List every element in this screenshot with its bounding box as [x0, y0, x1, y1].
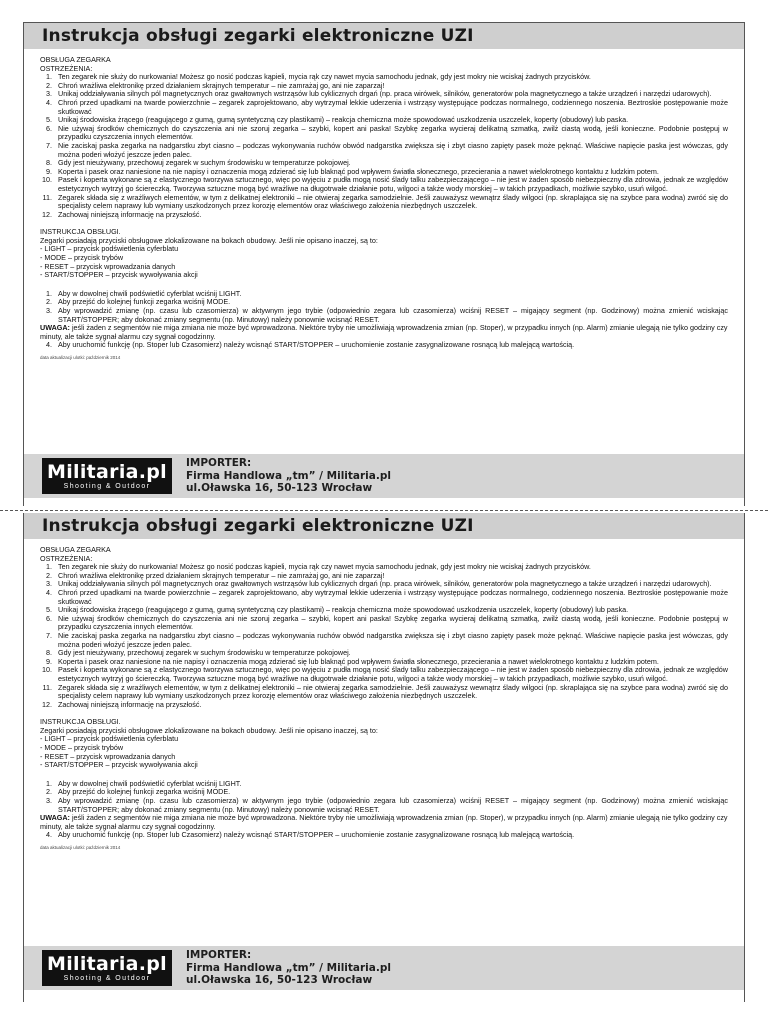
button-description: - RESET – przycisk wprowadzania danych — [40, 751, 176, 761]
instruction-sheet-bottom — [23, 513, 745, 1002]
importer-footer — [24, 946, 744, 990]
list-item: 3. Unikaj oddziaływania silnych pól magnetycznych oraz gwałtownych wstrząsów lub cyklicznych drgań (np. praca wirówek, silników, generatorów pola magnetycznego a także urządzeń i narzędzi udarowych). — [46, 89, 712, 99]
list-item: 2. Chroń wrażliwa elektronikę przed działaniem skrajnych temperatur – nie zamrażaj go, ani nie zaparzaj! — [46, 570, 385, 580]
warnings-list — [40, 73, 728, 219]
list-item: 9. Koperta i pasek oraz naniesione na nie napisy i oznaczenia mogą zdzierać się lub blaknąć pod wpływem światła słonecznego, przecierania a nawet wielokrotnego kontaktu z ludzkim potem. — [46, 656, 659, 666]
list-item: 11. Zegarek składa się z wrażliwych elementów, w tym z delikatnej elektroniki – nie otwieraj zegarka samodzielnie. Jeśli zauważysz wewnątrz ślady wilgoci (np. skraplająca się na szybce para wodna) zwróć się do specjalisty celem naprawy lub wymiany uszkodzonych przez korozję elementów oraz właściwego założenia niezbędnych uszczelek. — [42, 682, 728, 701]
warnings-heading: OSTRZEŻENIA: — [40, 553, 93, 563]
instructions-intro: Zegarki posiadają przyciski obsługowe zlokalizowane na bokach obudowy. Jeśli nie opisano inaczej, są to: — [40, 235, 378, 245]
list-item: 4. Chroń przed upadkami na twarde powierzchnie – zegarek zaprojektowano, aby wytrzymał lekkie uderzenia i wstrząsy występujące podczas normalnego, codziennego noszenia. Beztroskie postępowanie może skutkować — [46, 97, 728, 116]
importer-info: IMPORTER: Firma Handlowa „tm” / Militaria.pl ul.Oławska 16, 50-123 Wrocław — [186, 949, 391, 987]
importer-info: IMPORTER: Firma Handlowa „tm” / Militaria.pl ul.Oławska 16, 50-123 Wrocław — [186, 457, 391, 495]
list-item: 11. Zegarek składa się z wrażliwych elementów, w tym z delikatnej elektroniki – nie otwieraj zegarka samodzielnie. Jeśli zauważysz wewnątrz ślady wilgoci (np. skraplająca się na szybce para wodna) zwróć się do specjalisty celem naprawy lub wymiany uszkodzonych przez korozję elementów oraz właściwego założenia niezbędnych uszczelek. — [42, 192, 728, 211]
button-description: - START/STOPPER – przycisk wywoływania akcji — [40, 760, 198, 770]
list-item: 2. Aby przejść do kolejnej funkcji zegarka wciśnij MODE. — [46, 787, 231, 797]
list-item: 9. Koperta i pasek oraz naniesione na nie napisy i oznaczenia mogą zdzierać się lub blaknąć pod wpływem światła słonecznego, przecierania a nawet wielokrotnego kontaktu z ludzkim potem. — [46, 166, 659, 176]
instructions-heading: INSTRUKCJA OBSŁUGI. — [40, 227, 121, 237]
importer-footer — [24, 454, 744, 498]
list-item: 2. Aby przejść do kolejnej funkcji zegarka wciśnij MODE. — [46, 297, 231, 307]
list-item: 10. Pasek i koperta wykonane są z elastycznego tworzywa sztucznego, więc po wyjęciu z pudła mogą nosić ślady talku zabezpieczającego – nie jest w żaden sposób niebezpieczny dla zdrowia, jednak ze względów estetycznych wytrzyj go ściereczką. Tworzywa sztuczne mogą być wrażliwe na długotrwałe działanie potu, wilgoci a także wody morskiej – w takich przypadkach, możliwie szybko, usuń wilgoć. — [42, 175, 728, 193]
section-heading: OBSŁUGA ZEGARKA — [40, 545, 111, 554]
list-item: 7. Nie zaciskaj paska zegarka na nadgarstku zbyt ciasno – podczas wykonywania ruchów obwód nadgarstka zwiększa się i zbyt ciasno zapięty pasek może pęknąć. Właściwe napięcie paska jest wówczas, gdy można poderi włożyć jeszcze jeden palec. — [46, 630, 728, 649]
list-item: 1. Aby w dowolnej chwili podświetlić cyferblat wciśnij LIGHT. — [46, 778, 242, 788]
list-item: 2. Chroń wrażliwa elektronikę przed działaniem skrajnych temperatur – nie zamrażaj go, ani nie zaparzaj! — [46, 80, 385, 90]
instruction-content — [24, 49, 744, 363]
list-item: 1. Ten zegarek nie służy do nurkowania! Możesz go nosić podczas kąpieli, mycia rąk czy nawet mycia samochodu jednak, gdy jest mokry nie wciskaj żadnych przycisków. — [46, 72, 591, 82]
steps-list-continued — [40, 831, 728, 840]
button-description: - RESET – przycisk wprowadzania danych — [40, 261, 176, 271]
button-description: - LIGHT – przycisk podświetlenia cyferblatu — [40, 244, 179, 254]
list-item: 7. Nie zaciskaj paska zegarka na nadgarstku zbyt ciasno – podczas wykonywania ruchów obwód nadgarstka zwiększa się i zbyt ciasno zapięty pasek może pęknąć. Właściwe napięcie paska jest wówczas, gdy można poderi włożyć jeszcze jeden palec. — [46, 140, 728, 159]
list-item: 12. Zachowaj niniejszą informację na przyszłość. — [42, 209, 202, 219]
instructions-heading: INSTRUKCJA OBSŁUGI. — [40, 717, 121, 727]
warning-note: UWAGA: jeśli żaden z segmentów nie miga zmiana nie może być wprowadzona. Niektóre tryby nie umożliwiają wprowadzenia zmian (np. Stoper), w przypadku innych (np. Alarm) zmianie ulegają nie tylko godziny czy minuty, ale także sygnał alarmu czy sygnał cogodzinny. — [40, 813, 728, 831]
button-description: - LIGHT – przycisk podświetlenia cyferblatu — [40, 734, 179, 744]
instruction-content — [24, 539, 744, 853]
update-date: data aktualizacji ulotki: październik 2014 — [40, 355, 121, 360]
button-description: - MODE – przycisk trybów — [40, 743, 124, 753]
steps-list — [40, 290, 728, 324]
list-item: 8. Gdy jest nieużywany, przechowuj zegarek w suchym środowisku w temperaturze pokojowej. — [46, 158, 351, 168]
list-item: 3. Aby wprowadzić zmianę (np. czasu lub czasomierza) w aktywnym jego trybie (odpowiednio zegara lub czasomierza) wciśnij RESET – migający segment (np. Godzinowy) można zmienić wciskając START/STOPPER; aby dokonać zmiany segmentu (np. Minutowy) należy ponownie wcisnąć RESET. — [46, 306, 728, 324]
steps-list-continued — [40, 341, 728, 350]
list-item: 6. Nie używaj środków chemicznych do czyszczenia ani nie szoruj zegarka – szybki, kopert ani paska! Szybkę zegarka wycieraj delikatną szmatką, zwilż ciastą wodą, jeśli konieczne. Podobnie postępuj w przypadku czyszczenia innych elementów. — [46, 123, 728, 142]
button-description: - START/STOPPER – przycisk wywoływania akcji — [40, 270, 198, 280]
warnings-heading: OSTRZEŻENIA: — [40, 63, 93, 73]
section-heading: OBSŁUGA ZEGARKA — [40, 55, 111, 64]
page-title: Instrukcja obsługi zegarki elektroniczne UZI — [42, 516, 474, 536]
list-item: 5. Unikaj środowiska żrącego (reagującego z gumą, gumą syntetyczną czy plastikami) – reakcja chemiczna może spowodować uszkodzenia uszczelek, koperty (obudowy) lub paska. — [46, 605, 629, 615]
list-item: 3. Aby wprowadzić zmianę (np. czasu lub czasomierza) w aktywnym jego trybie (odpowiednio zegara lub czasomierza) wciśnij RESET – migający segment (np. Godzinowy) można zmienić wciskając START/STOPPER; aby dokonać zmiany segmentu (np. Minutowy) należy ponownie wcisnąć RESET. — [46, 796, 728, 814]
list-item: 3. Unikaj oddziaływania silnych pól magnetycznych oraz gwałtownych wstrząsów lub cyklicznych drgań (np. praca wirówek, silników, generatorów pola magnetycznego a także urządzeń i narzędzi udarowych). — [46, 579, 712, 589]
title-bar — [24, 513, 744, 539]
cut-line — [0, 510, 768, 511]
update-date: data aktualizacji ulotki: październik 2014 — [40, 845, 121, 850]
instructions-intro: Zegarki posiadają przyciski obsługowe zlokalizowane na bokach obudowy. Jeśli nie opisano inaczej, są to: — [40, 725, 378, 735]
list-item: 12. Zachowaj niniejszą informację na przyszłość. — [42, 699, 202, 709]
button-description: - MODE – przycisk trybów — [40, 253, 124, 263]
warnings-list — [40, 563, 728, 709]
militaria-logo: Militaria.pl Shooting & Outdoor — [42, 458, 172, 494]
list-item: 10. Pasek i koperta wykonane są z elastycznego tworzywa sztucznego, więc po wyjęciu z pudła mogą nosić ślady talku zabezpieczającego – nie jest w żaden sposób niebezpieczny dla zdrowia, jednak ze względów estetycznych wytrzyj go ściereczką. Tworzywa sztuczne mogą być wrażliwe na długotrwałe działanie potu, wilgoci a także wody morskiej – w takich przypadkach, możliwie szybko, usuń wilgoć. — [42, 665, 728, 683]
steps-list — [40, 780, 728, 814]
list-item: 6. Nie używaj środków chemicznych do czyszczenia ani nie szoruj zegarka – szybki, kopert ani paska! Szybkę zegarka wycieraj delikatną szmatką, zwilż ciastą wodą, jeśli konieczne. Podobnie postępuj w przypadku czyszczenia innych elementów. — [46, 613, 728, 632]
list-item: 8. Gdy jest nieużywany, przechowuj zegarek w suchym środowisku w temperaturze pokojowej. — [46, 648, 351, 658]
list-item: 4. Aby uruchomić funkcję (np. Stoper lub Czasomierz) należy wcisnąć START/STOPPER – uruchomienie zostanie zasygnalizowane rosnącą lub malejącą wartością. — [46, 340, 575, 350]
warning-note: UWAGA: jeśli żaden z segmentów nie miga zmiana nie może być wprowadzona. Niektóre tryby nie umożliwiają wprowadzenia zmian (np. Stoper), w przypadku innych (np. Alarm) zmianie ulegają nie tylko godziny czy minuty, ale także sygnał alarmu czy sygnał cogodzinny. — [40, 323, 728, 341]
instruction-sheet-top — [23, 22, 745, 506]
list-item: 1. Ten zegarek nie służy do nurkowania! Możesz go nosić podczas kąpieli, mycia rąk czy nawet mycia samochodu jednak, gdy jest mokry nie wciskaj żadnych przycisków. — [46, 562, 591, 572]
list-item: 5. Unikaj środowiska żrącego (reagującego z gumą, gumą syntetyczną czy plastikami) – reakcja chemiczna może spowodować uszkodzenia uszczelek, koperty (obudowy) lub paska. — [46, 115, 629, 125]
list-item: 4. Aby uruchomić funkcję (np. Stoper lub Czasomierz) należy wcisnąć START/STOPPER – uruchomienie zostanie zasygnalizowane rosnącą lub malejącą wartością. — [46, 830, 575, 840]
list-item: 1. Aby w dowolnej chwili podświetlić cyferblat wciśnij LIGHT. — [46, 288, 242, 298]
page-title: Instrukcja obsługi zegarki elektroniczne UZI — [42, 26, 474, 46]
list-item: 4. Chroń przed upadkami na twarde powierzchnie – zegarek zaprojektowano, aby wytrzymał lekkie uderzenia i wstrząsy występujące podczas normalnego, codziennego noszenia. Beztroskie postępowanie może skutkować — [46, 587, 728, 606]
militaria-logo: Militaria.pl Shooting & Outdoor — [42, 950, 172, 986]
title-bar — [24, 23, 744, 49]
